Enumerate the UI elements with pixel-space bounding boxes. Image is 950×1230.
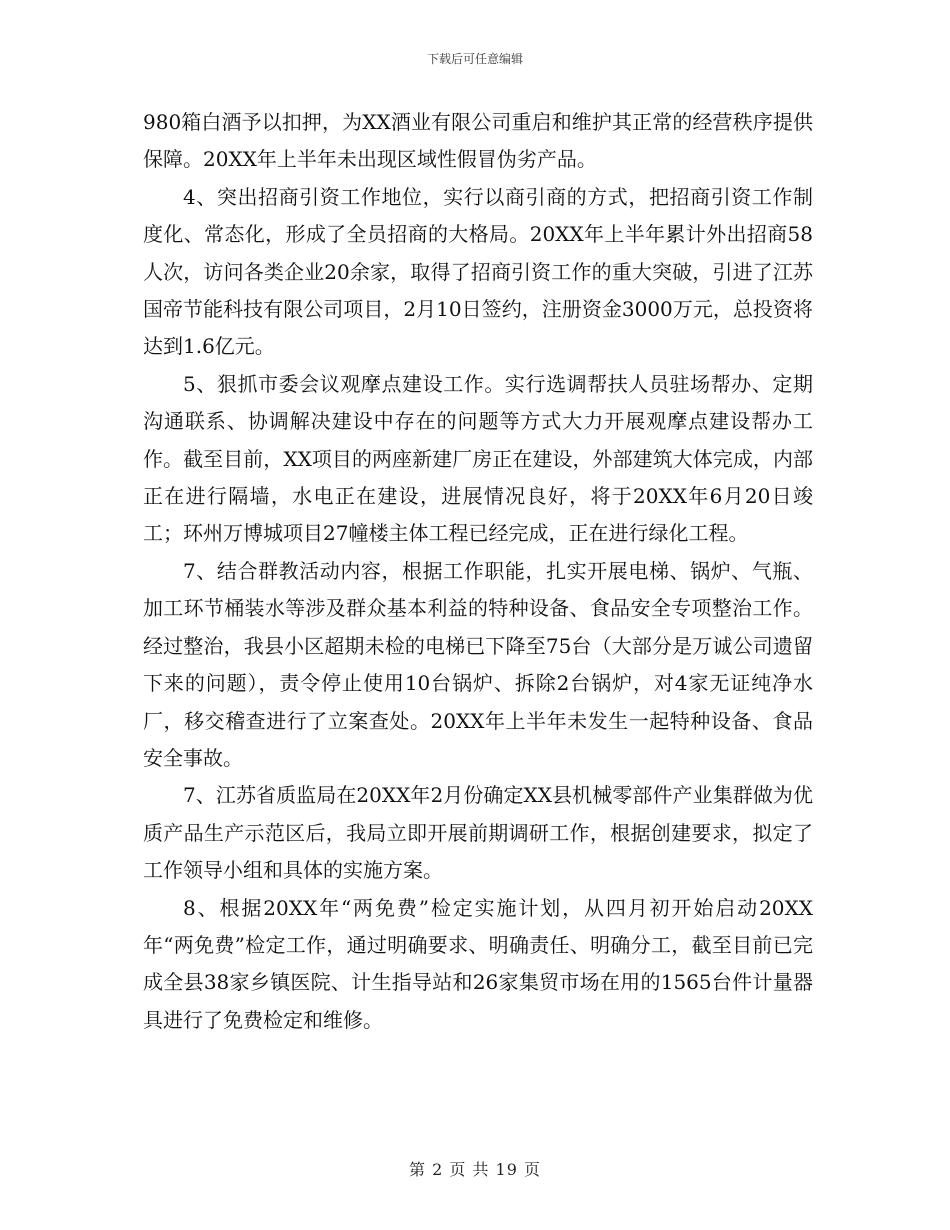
paragraph-item-7b: 7、江苏省质监局在20XX年2月份确定XX县机械零部件产业集群做为优质产品生产示范区后，我局立即开展前期调研工作，根据创建要求，拟定了工作领导小组和具体的实施方案。	[143, 783, 813, 883]
page-header-note: 下载后可任意编辑	[426, 52, 523, 66]
document-body	[143, 104, 813, 1039]
page-number-footer: 第 2 页 共 19 页	[409, 1160, 541, 1179]
paragraph-item-7a: 7、结合群教活动内容，根据工作职能，扎实开展电梯、锅炉、气瓶、加工环节桶装水等涉及群众基本利益的特种设备、食品安全专项整治工作。经过整治，我县小区超期未检的电梯已下降至75台（大部分是万诚公司遗留下来的问题），责令停止使用10台锅炉、拆除2台锅炉，对4家无证纯净水厂，移交稽查进行了立案查处。20XX年上半年未发生一起特种设备、食品安全事故。	[143, 558, 813, 770]
paragraph-item-4: 4、突出招商引资工作地位，实行以商引商的方式，把招商引资工作制度化、常态化，形成了全员招商的大格局。20XX年上半年累计外出招商58人次，访问各类企业20余家，取得了招商引资工作的重大突破，引进了江苏国帝节能科技有限公司项目，2月10日签约，注册资金3000万元，总投资将达到1.6亿元。	[143, 184, 813, 359]
paragraph-continuation: 980箱白酒予以扣押，为XX酒业有限公司重启和维护其正常的经营秩序提供保障。20XX年上半年未出现区域性假冒伪劣产品。	[143, 110, 813, 172]
paragraph-item-8: 8、根据20XX年“两免费”检定实施计划，从四月初开始启动20XX年“两免费”检定工作，通过明确要求、明确责任、明确分工，截至目前已完成全县38家乡镇医院、计生指导站和26家集贸市场在用的1565台件计量器具进行了免费检定和维修。	[143, 895, 813, 1032]
paragraph-item-5: 5、狠抓市委会议观摩点建设工作。实行选调帮扶人员驻场帮办、定期沟通联系、协调解决建设中存在的问题等方式大力开展观摩点建设帮办工作。截至目前，XX项目的两座新建厂房正在建设，外部建筑大体完成，内部正在进行隔墙，水电正在建设，进展情况良好，将于20XX年6月20日竣工；环州万博城项目27幢楼主体工程已经完成，正在进行绿化工程。	[143, 371, 813, 546]
